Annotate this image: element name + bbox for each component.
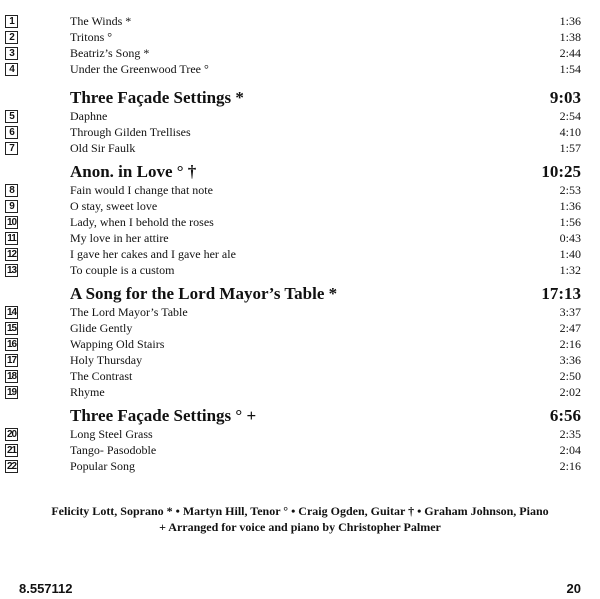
performer-credits [0, 503, 600, 535]
track-duration: 1:32 [559, 263, 581, 277]
track-title: Holy Thursday [70, 353, 143, 367]
track-number-box: 1 [5, 15, 18, 28]
track-title: Tango- Pasodoble [70, 443, 157, 457]
track-duration: 2:35 [559, 427, 581, 441]
track-title: Rhyme [70, 385, 105, 399]
track-duration: 2:04 [559, 443, 581, 457]
track-number-box: 3 [5, 47, 18, 60]
credits-performers: Felicity Lott, Soprano * • Martyn Hill, Tenor ° • Craig Ogden, Guitar † • Graham Johnson, Piano [51, 504, 549, 518]
track-number-box: 15 [6, 323, 17, 334]
track-number-box: 20 [6, 429, 17, 440]
track-duration: 3:36 [559, 353, 581, 367]
track-title: Through Gilden Trellises [70, 125, 191, 139]
section-heading [0, 405, 600, 426]
track-title: Wapping Old Stairs [70, 337, 165, 351]
track-duration: 1:54 [559, 62, 581, 76]
track-number-box: 22 [6, 461, 17, 472]
track-row [0, 198, 600, 214]
section-title: A Song for the Lord Mayor’s Table * [70, 284, 338, 303]
track-row [0, 336, 600, 352]
track-title: The Contrast [70, 369, 133, 383]
track-number-box: 9 [5, 200, 18, 213]
track-title: The Lord Mayor’s Table [70, 305, 188, 319]
track-title: To couple is a custom [70, 263, 175, 277]
track-duration: 1:36 [559, 199, 581, 213]
track-row [0, 182, 600, 198]
track-title: Tritons ° [70, 30, 113, 44]
track-section [0, 13, 600, 77]
track-row [0, 108, 600, 124]
track-row [0, 230, 600, 246]
track-number-box: 14 [6, 307, 17, 318]
track-row [0, 442, 600, 458]
track-number-box: 21 [6, 445, 17, 456]
track-duration: 1:40 [559, 247, 581, 261]
track-title: Daphne [70, 109, 108, 123]
track-title: Popular Song [70, 459, 136, 473]
track-number-box: 12 [6, 249, 17, 260]
catalogue-number: 8.557112 [19, 581, 73, 596]
track-section [0, 87, 600, 156]
section-duration: 17:13 [541, 284, 581, 303]
track-title: Long Steel Grass [70, 427, 153, 441]
track-number-box: 11 [5, 232, 18, 245]
track-duration: 2:16 [559, 459, 581, 473]
section-duration: 10:25 [541, 162, 581, 181]
track-section [0, 405, 600, 474]
track-number-box: 6 [5, 126, 18, 139]
track-section [0, 283, 600, 400]
track-row [0, 214, 600, 230]
track-row [0, 61, 600, 77]
track-number-box: 13 [6, 265, 17, 276]
track-number-box: 17 [6, 355, 17, 366]
track-row [0, 13, 600, 29]
track-duration: 1:57 [559, 141, 581, 155]
track-number-box: 5 [5, 110, 18, 123]
section-heading [0, 283, 600, 304]
track-title: O stay, sweet love [70, 199, 158, 213]
track-number-box: 8 [5, 184, 18, 197]
track-duration: 2:16 [559, 337, 581, 351]
track-duration: 3:37 [559, 305, 581, 319]
track-title: Under the Greenwood Tree ° [70, 62, 209, 76]
track-row [0, 246, 600, 262]
track-row [0, 320, 600, 336]
track-title: Old Sir Faulk [70, 141, 136, 155]
track-number-box: 10 [6, 217, 17, 228]
section-duration: 9:03 [549, 88, 581, 107]
track-duration: 2:44 [559, 46, 581, 60]
track-title: Fain would I change that note [70, 183, 213, 197]
track-row [0, 426, 600, 442]
track-row [0, 124, 600, 140]
track-duration: 2:02 [559, 385, 581, 399]
section-title: Three Façade Settings ° + [70, 406, 257, 425]
track-duration: 1:36 [559, 14, 581, 28]
track-number-box: 2 [5, 31, 18, 44]
track-title: I gave her cakes and I gave her ale [70, 247, 236, 261]
track-section [0, 161, 600, 278]
track-row [0, 29, 600, 45]
track-duration: 2:54 [559, 109, 581, 123]
page-number: 20 [566, 581, 581, 596]
track-duration: 0:43 [559, 231, 581, 245]
track-title: Glide Gently [70, 321, 133, 335]
section-title: Three Façade Settings * [70, 88, 244, 107]
track-row [0, 304, 600, 320]
track-row [0, 384, 600, 400]
track-row [0, 368, 600, 384]
track-duration: 2:47 [559, 321, 581, 335]
section-heading [0, 87, 600, 108]
track-row [0, 262, 600, 278]
track-row [0, 140, 600, 156]
section-duration: 6:56 [549, 406, 581, 425]
track-duration: 1:38 [559, 30, 581, 44]
track-title: Lady, when I behold the roses [70, 215, 214, 229]
track-number-box: 4 [5, 63, 18, 76]
track-title: My love in her attire [70, 231, 169, 245]
track-row [0, 458, 600, 474]
section-heading [0, 161, 600, 182]
track-duration: 2:50 [559, 369, 581, 383]
track-number-box: 7 [5, 142, 18, 155]
credits-arranger: + Arranged for voice and piano by Christopher Palmer [159, 520, 441, 534]
track-row [0, 45, 600, 61]
track-row [0, 352, 600, 368]
track-number-box: 19 [6, 387, 17, 398]
track-duration: 2:53 [559, 183, 581, 197]
track-number-box: 18 [6, 371, 17, 382]
track-title: Beatriz’s Song * [70, 46, 150, 60]
track-duration: 1:56 [559, 215, 581, 229]
section-title: Anon. in Love ° † [70, 162, 197, 181]
track-number-box: 16 [6, 339, 17, 350]
track-duration: 4:10 [559, 125, 581, 139]
track-title: The Winds * [70, 14, 132, 28]
